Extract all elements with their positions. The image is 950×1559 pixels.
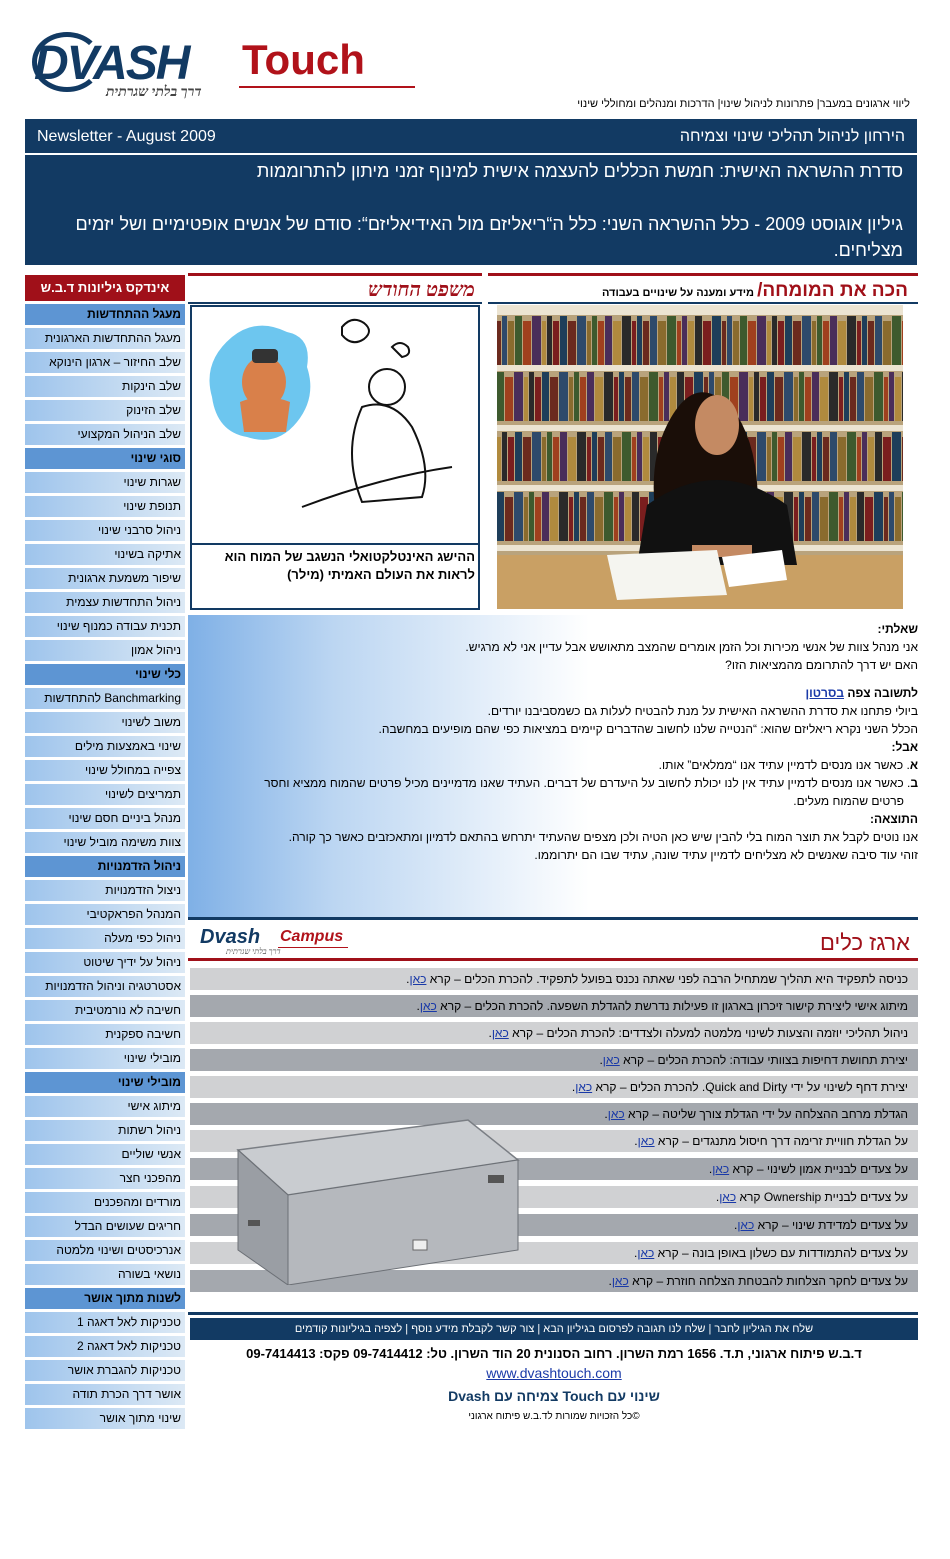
toolbox-row: על צעדים לבניית Ownership קרא כאן. <box>190 1186 918 1208</box>
footer-rule <box>188 1312 918 1315</box>
header-divider <box>25 153 917 155</box>
binoculars-cartoon-icon <box>192 307 478 543</box>
toolbox-chest-icon <box>218 1110 528 1285</box>
sidebar-item[interactable]: תמריצים לשינוי <box>25 784 185 805</box>
toolbox-row: על צעדים לבניית אמון לשינוי – קרא כאן. <box>190 1158 918 1180</box>
toolbox-row-text: מיתוג אישי ליצירת קישור זיכרון בארגון זו פעילות נדרשת להגדלת השפעה. להכרת הכלים – קרא <box>436 999 908 1013</box>
sidebar-item[interactable]: טכניקות לאל דאגה 2 <box>25 1336 185 1357</box>
toolbox-read-link[interactable]: כאן <box>712 1162 730 1176</box>
issues-index-sidebar <box>25 275 185 1432</box>
campus-product: Campus <box>280 928 344 945</box>
campus-underline <box>278 947 348 948</box>
toolbox-row-text: הגדלת מרחב ההצלחה על ידי הגדלת צורך שליטה – קרא <box>624 1107 908 1121</box>
toolbox-title: ארגז כלים <box>820 930 910 955</box>
verdict-top-rule <box>188 273 482 276</box>
but-label: אבל: <box>891 740 918 754</box>
point-alef-key: א <box>909 758 918 772</box>
toolbox-rule <box>188 958 918 961</box>
footer-links-bar[interactable]: שלח את הגיליון לחבר | שלח לנו תגובה לפרסום בגיליון הבא | צור קשר לקבלת מידע נוסף | לצפיה בגיליונות קודמים <box>190 1318 918 1340</box>
toolbox-row: על צעדים להתמודדות עם כשלון באופן בונה – קרא כאן. <box>190 1242 918 1264</box>
toolbox-row: יצירת תחושת דחיפות בצוותי עבודה: להכרת הכלים – קרא כאן. <box>190 1049 918 1071</box>
sidebar-section-header: לשנות מתוך אושר <box>25 1288 185 1309</box>
sidebar-item[interactable]: המנהל הפראקטיבי <box>25 904 185 925</box>
question-line-1: אני מנהל צוות של אנשי מכירות וכל הזמן אומרים שהמצב מתאושש אבל עדיין אני לא מרגיש. <box>465 640 918 654</box>
sidebar-item[interactable]: אנרכיסטים ושינוי מלמטה <box>25 1240 185 1261</box>
expert-section-title <box>602 280 908 302</box>
sidebar-item[interactable]: שינוי באמצעות מילים <box>25 736 185 757</box>
dvash-campus-logo <box>196 925 356 957</box>
logo-slogan: דרך בלתי שגרתית <box>106 85 202 100</box>
sidebar-section-header: סוגי שינוי <box>25 448 185 469</box>
sidebar-section-header: מובילי שינוי <box>25 1072 185 1093</box>
toolbox-row-text: על צעדים לחקר הצלחות להבטחת הצלחה חוזרת – קרא <box>628 1274 908 1288</box>
sidebar-item[interactable]: ניהול סרבני שינוי <box>25 520 185 541</box>
toolbox-row-text: ניהול תהליכי יוזמה והצעות לשינוי מלמטה למעלה ולצדדים: להכרת הכלים – קרא <box>508 1026 908 1040</box>
toolbox-row: כניסה לתפקיד היא תהליך שמתחיל הרבה לפני שאתה נכנס בפועל לתפקיד. להכרת הכלים – קרא כאן. <box>190 968 918 990</box>
toolbox-read-link[interactable]: כאן <box>602 1053 620 1067</box>
toolbox-row-text: על צעדים להתמודדות עם כשלון באופן בונה – קרא <box>654 1246 908 1260</box>
result-line-2: זוהי עוד סיבה שאנשים לא מצליחים לדמיין עתיד שונה, עתיד שבו הם יתרוממו. <box>534 848 918 862</box>
toolbox-row-text: על צעדים לבניית Ownership קרא <box>736 1190 908 1204</box>
result-line-1: אנו נוטים לקבל את תוצר המוח בלי להבין שיש כאן הטיה ולכן מצפים שהעתיד יתרחש בהתאם לדמיון ומתאכזבים כאשר כך קורה. <box>288 830 918 844</box>
sidebar-item[interactable]: ניהול רשתות <box>25 1120 185 1141</box>
sidebar-item[interactable]: אסטרטגיה וניהול הזדמנויות <box>25 976 185 997</box>
sidebar-item[interactable]: ניהול על ידיך שיטוט <box>25 952 185 973</box>
toolbox-row: הגדלת מרחב ההצלחה על ידי הגדלת צורך שליטה – קרא כאן. <box>190 1103 918 1125</box>
campus-slogan: דרך בלתי שגרתית <box>226 947 281 956</box>
sidebar-item[interactable]: שינוי מתוך אושר <box>25 1408 185 1429</box>
sidebar-item[interactable]: ניהול אמון <box>25 640 185 661</box>
sidebar-item[interactable]: שלב החיזור – ארגון הינוקא <box>25 352 185 373</box>
expert-bottom-rule <box>488 302 918 304</box>
toolbox-row-text: כניסה לתפקיד היא תהליך שמתחיל הרבה לפני שאתה נכנס בפועל לתפקיד. להכרת הכלים – קרא <box>426 972 908 986</box>
sidebar-item[interactable]: ניהול כפי מעלה <box>25 928 185 949</box>
toolbox-read-link[interactable]: כאן <box>737 1218 755 1232</box>
sidebar-section-header: מעגל ההתחדשות <box>25 304 185 325</box>
sidebar-item[interactable]: נושאי בשורה <box>25 1264 185 1285</box>
sidebar-item[interactable]: ניצול הזדמנויות <box>25 880 185 901</box>
toolbox-read-link[interactable]: כאן <box>575 1080 593 1094</box>
footer-slogan: שינוי עם Touch צמיחה עם Dvash <box>448 1388 660 1404</box>
toolbox-row-text: על הגדלת חוויית זרימה דרך חיסול מתנגדים – קרא <box>654 1134 908 1148</box>
sidebar-item[interactable]: מנהל ביניים חסם שינוי <box>25 808 185 829</box>
toolbox-read-link[interactable]: כאן <box>719 1190 737 1204</box>
sidebar-item[interactable]: טכניקות להגברת אושר <box>25 1360 185 1381</box>
answer-label: לתשובה צפה <box>844 686 918 700</box>
point-alef: . כאשר אנו מנסים לדמיין עתיד אנו “ממלאים” אותו. <box>658 758 910 772</box>
question-line-2: האם יש דרך להתרומם מהמציאות הזו? <box>725 658 918 672</box>
sidebar-item[interactable]: אתיקה בשינוי <box>25 544 185 565</box>
footer-contact: ד.ב.ש פיתוח ארגוני, ת.ד. 1656 רמת השרון. רחוב הסנונית 20 הוד השרון. טל: 09-7414412 פקס: 09-7414413 <box>246 1346 862 1361</box>
newsletter-header <box>25 119 917 265</box>
point-bet-cont: פרטים שהמוח מעלים. <box>793 794 904 808</box>
answer-line-2: הכלל השני נקרא ריאליזם שהוא: “הנטייה שלנו לחשוב שהדברים קיימים במציאות כפי שהם מופיעים במחשבה. <box>378 722 918 736</box>
quote-of-month: ההישג האינטלקטואלי הנשגב של המוח הוא לראות את העולם האמיתי (מילר) <box>224 549 475 582</box>
toolbox-read-link[interactable]: כאן <box>637 1246 655 1260</box>
sidebar-item[interactable]: חשיבה ספקנית <box>25 1024 185 1045</box>
toolbox-row-text: יצירת דחף לשינוי על ידי Quick and Dirty. להכרת הכלים – קרא <box>592 1080 908 1094</box>
toolbox-row-text: יצירת תחושת דחיפות בצוותי עבודה: להכרת הכלים – קרא <box>619 1053 908 1067</box>
sidebar-item[interactable]: תכנית עבודה כמנוף שינוי <box>25 616 185 637</box>
toolbox-row: ניהול תהליכי יוזמה והצעות לשינוי מלמטה למעלה ולצדדים: להכרת הכלים – קרא כאן. <box>190 1022 918 1044</box>
sidebar-item[interactable]: Banchmarking להתחדשות <box>25 688 185 709</box>
sidebar-item[interactable]: מהפכני חצר <box>25 1168 185 1189</box>
question-label: שאלתי: <box>877 622 918 636</box>
toolbox-row-text: על צעדים לבניית אמון לשינוי – קרא <box>729 1162 908 1176</box>
toolbox-read-link[interactable]: כאן <box>409 972 427 986</box>
journal-title: הירחון לניהול תהליכי שינוי וצמיחה <box>679 128 905 145</box>
toolbox-row: על הגדלת חוויית זרימה דרך חיסול מתנגדים – קרא כאן. <box>190 1130 918 1152</box>
cartoon-divider <box>190 543 480 545</box>
newsletter-date: Newsletter - August 2009 <box>37 128 216 145</box>
logo-brand: DVASH <box>34 37 189 90</box>
sidebar-item[interactable]: שלב הזינוק <box>25 400 185 421</box>
expert-subtitle: מידע ומענה על שינויים בעבודה <box>601 287 758 299</box>
qa-text <box>218 620 918 864</box>
sidebar-item[interactable]: אנשי שוליים <box>25 1144 185 1165</box>
sidebar-item[interactable]: שלב הינקות <box>25 376 185 397</box>
dvash-touch-logo <box>34 30 384 100</box>
sidebar-title: אינדקס גיליונות ד.ב.ש <box>25 275 185 301</box>
series-title: סדרת ההשראה האישית: חמשת הכללים להעצמה אישית למינוף זמני מיתון להתרוממות <box>256 161 903 181</box>
sidebar-item[interactable]: חריגים שעושים הבדל <box>25 1216 185 1237</box>
sidebar-item[interactable]: מובילי שינוי <box>25 1048 185 1069</box>
campus-brand: Dvash <box>200 926 261 948</box>
expert-top-rule <box>488 273 918 276</box>
sidebar-item[interactable]: תנופת שינוי <box>25 496 185 517</box>
point-bet: . כאשר אנו מנסים לדמיין עתיד אין לנו יכולת לחשוב על היעדרם של דברים. העתיד שאנו מדמיינים מכיל פרטים שהמוח ממציא וחסר <box>264 776 911 790</box>
sidebar-item[interactable]: ניהול התחדשות עצמית <box>25 592 185 613</box>
sidebar-section-header: ניהול הזדמנויות <box>25 856 185 877</box>
tagline: ליווי ארגונים במעבר| פתרונות לניהול שינוי| הדרכות ומנהלים ומחוללי שינוי <box>577 98 910 110</box>
verdict-bottom-rule <box>188 302 482 304</box>
point-bet-key: ב <box>910 776 918 790</box>
sidebar-item[interactable]: צוות משימה מוביל שינוי <box>25 832 185 853</box>
sidebar-item[interactable]: משוב לשינוי <box>25 712 185 733</box>
video-link[interactable]: בסרטון <box>805 686 845 700</box>
sidebar-item[interactable]: חשיבה לא נורמטיבית <box>25 1000 185 1021</box>
sidebar-list <box>25 304 185 1429</box>
toolbox-row: על צעדים לחקר הצלחות להבטחת הצלחה חוזרת – קרא כאן. <box>190 1270 918 1292</box>
toolbox-row: על צעדים למדידת שינוי – קרא כאן. <box>190 1214 918 1236</box>
sidebar-section-header: כלי שינוי <box>25 664 185 685</box>
issue-title: גיליון אוגוסט 2009 - כלל ההשראה השני: כלל ה“ריאליזם מול האידיאליזם“: סודם של אנשים אופטימיים ושל יזמים מצליחים. <box>75 214 903 260</box>
sidebar-item[interactable]: שלב הניהול המקצועי <box>25 424 185 445</box>
toolbox-row: מיתוג אישי ליצירת קישור זיכרון בארגון זו פעילות נדרשת להגדלת השפעה. להכרת הכלים – קרא כאן. <box>190 995 918 1017</box>
sidebar-item[interactable]: צפייה במחולל שינוי <box>25 760 185 781</box>
toolbox-read-link[interactable]: כאן <box>637 1134 655 1148</box>
sidebar-item[interactable]: מעגל ההתחדשות הארגונית <box>25 328 185 349</box>
toolbox-read-link[interactable]: כאן <box>607 1107 625 1121</box>
sidebar-item[interactable]: שיפור משמעת ארגונית <box>25 568 185 589</box>
toolbox-read-link[interactable]: כאן <box>611 1274 629 1288</box>
result-label: התוצאה: <box>870 812 918 826</box>
sidebar-item[interactable]: מורדים ומהפכנים <box>25 1192 185 1213</box>
expert-photo <box>497 305 903 609</box>
toolbox-row: יצירת דחף לשינוי על ידי Quick and Dirty. להכרת הכלים – קרא כאן. <box>190 1076 918 1098</box>
toolbox-read-link[interactable]: כאן <box>419 999 437 1013</box>
expert-title: הכה את המומחה/ <box>757 280 908 301</box>
sidebar-item[interactable]: אושר דרך הכרת תודה <box>25 1384 185 1405</box>
toolbox-row-text: על צעדים למדידת שינוי – קרא <box>754 1218 908 1232</box>
toolbox-read-link[interactable]: כאן <box>491 1026 509 1040</box>
verdict-title: משפט החודש <box>368 279 475 301</box>
answer-line-1: ביולי פתחנו את סדרת ההשראה האישית על מנת להבטיח לעלות גם כשמסביבנו יורדים. <box>487 704 918 718</box>
sidebar-item[interactable]: שגרות שינוי <box>25 472 185 493</box>
sidebar-item[interactable]: מיתוג אישי <box>25 1096 185 1117</box>
logo-product: Touch <box>242 36 365 83</box>
qa-bottom-rule <box>188 917 918 920</box>
logo-underline <box>239 86 415 88</box>
website-link[interactable]: www.dvashtouch.com <box>486 1365 622 1381</box>
copyright: ©כל הזכויות שמורות לד.ב.ש פיתוח ארגוני <box>468 1411 640 1422</box>
sidebar-item[interactable]: טכניקות לאל דאגה 1 <box>25 1312 185 1333</box>
